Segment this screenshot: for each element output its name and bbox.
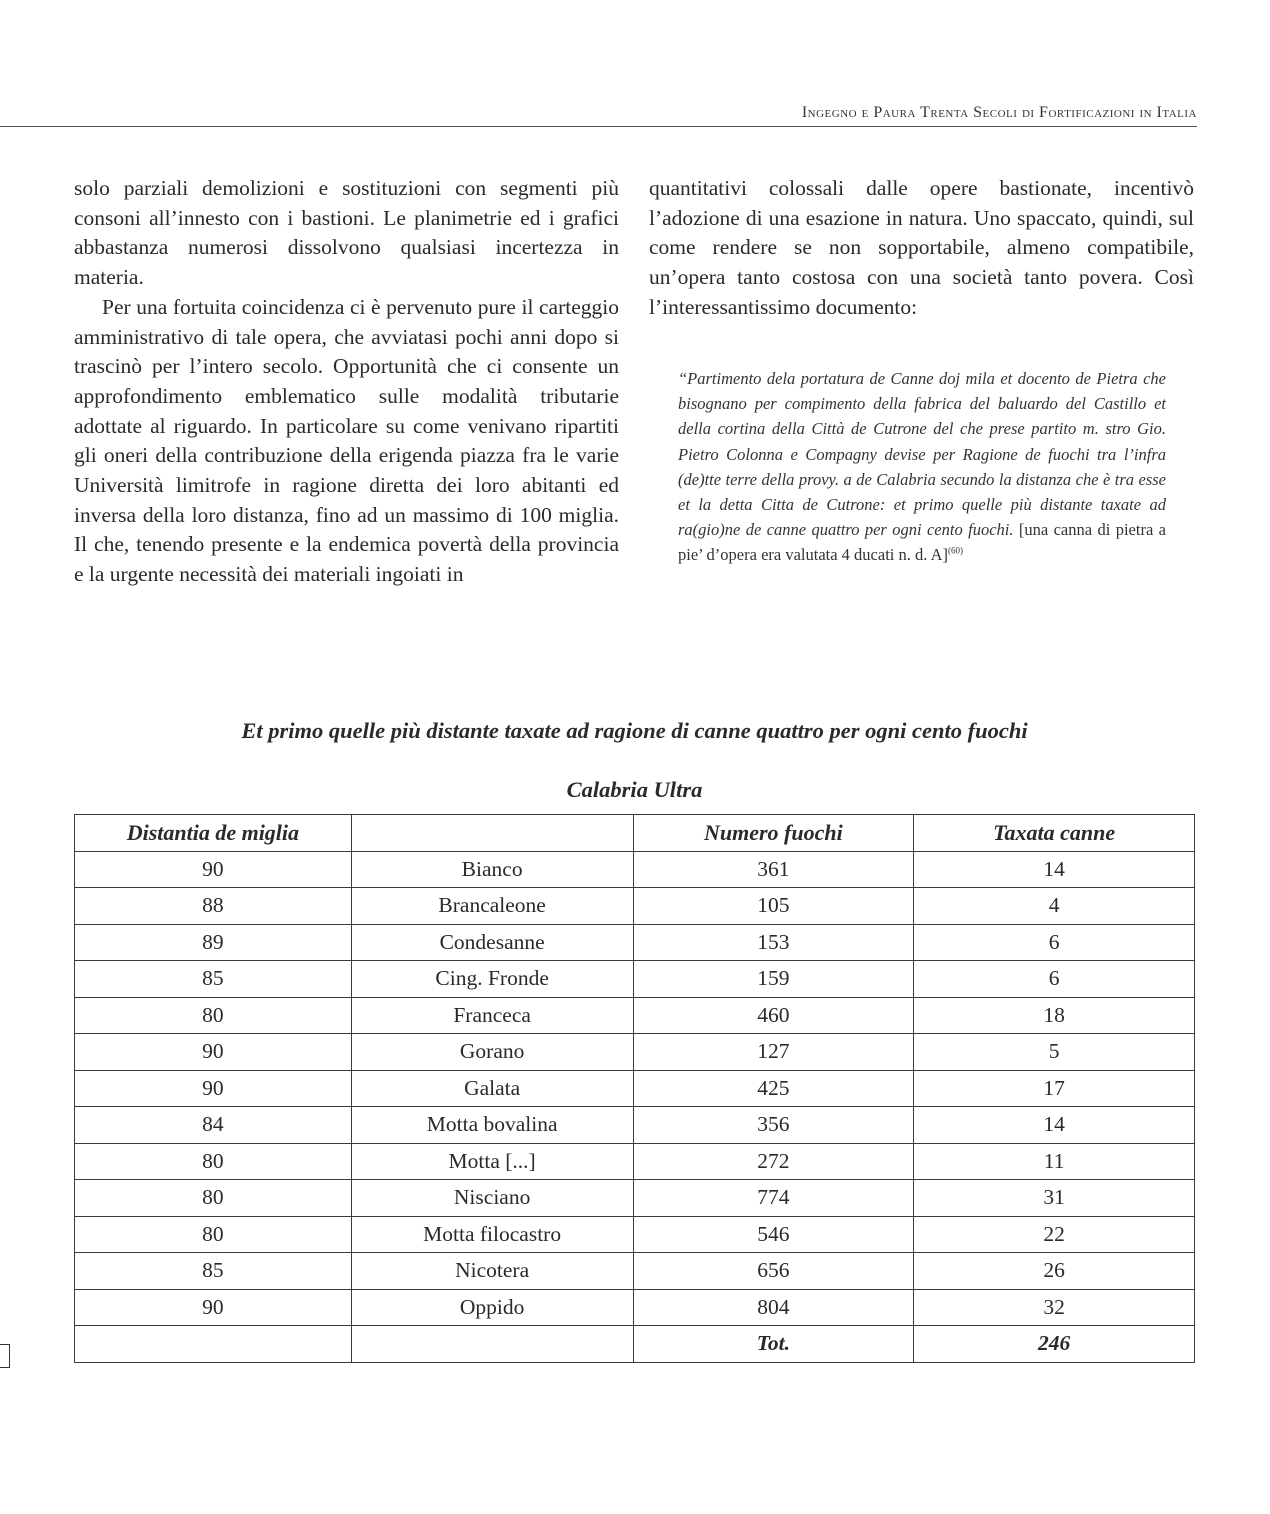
header-canne: Taxata canne [914, 815, 1195, 852]
right-column [649, 174, 1194, 323]
cell-fuochi: 272 [633, 1143, 914, 1180]
cell-fuochi: 774 [633, 1180, 914, 1217]
cell-canne: 26 [914, 1253, 1195, 1290]
margin-mark [0, 1344, 10, 1368]
table-row [75, 888, 1195, 925]
table-row [75, 961, 1195, 998]
cell-fuochi: 153 [633, 924, 914, 961]
cell-canne: 32 [914, 1289, 1195, 1326]
cell-fuochi: 159 [633, 961, 914, 998]
cell-distance: 89 [75, 924, 352, 961]
table-total-row [75, 1326, 1195, 1363]
cell-distance: 90 [75, 1289, 352, 1326]
cell-fuochi: 361 [633, 851, 914, 888]
table-header-row [75, 815, 1195, 852]
cell-place: Motta filocastro [351, 1216, 633, 1253]
cell-place: Gorano [351, 1034, 633, 1071]
table-row [75, 1070, 1195, 1107]
cell-fuochi: 460 [633, 997, 914, 1034]
quote-italic-text: “Partimento dela portatura de Canne doj mila et docento de Pietra che bisognano per compimento della fabrica del baluardo del Castillo et della cortina della Città de Cutrone del che prese partito m. stro Gio. Pietro Colonna e Compagny devise per Ragione de fuochi tra l’infra (de)tte terre della provy. a de Calabria secundo la distanza che è tra esse et la detta Citta de Cutrone: et primo quelle più distante taxate ad ra(gio)ne de canne quattro per ogni cento fuochi. [678, 369, 1166, 540]
left-paragraph-1: solo parziali demolizioni e sostituzioni con segmenti più consoni all’innesto con i bastioni. Le planimetrie ed i grafici abbastanza numerosi dissolvono qualsiasi incertezza in materia. [74, 176, 619, 290]
table-row [75, 1289, 1195, 1326]
cell-place: Nicotera [351, 1253, 633, 1290]
table-row [75, 1216, 1195, 1253]
cell-canne: 18 [914, 997, 1195, 1034]
quote-note-text: [una canna di pietra a pie’ d’opera era valutata 4 ducati n. d. A] [678, 520, 1166, 565]
table-title: Et primo quelle più distante taxate ad ragione di canne quattro per ogni cento fuochi [241, 718, 1028, 743]
cell-place: Oppido [351, 1289, 633, 1326]
cell-distance: 85 [75, 1253, 352, 1290]
cell-canne: 22 [914, 1216, 1195, 1253]
cell-empty [75, 1326, 352, 1363]
table-row [75, 1107, 1195, 1144]
cell-place: Nisciano [351, 1180, 633, 1217]
cell-distance: 90 [75, 851, 352, 888]
cell-canne: 6 [914, 924, 1195, 961]
header-fuochi: Numero fuochi [633, 815, 914, 852]
cell-distance: 84 [75, 1107, 352, 1144]
cell-distance: 90 [75, 1034, 352, 1071]
cell-fuochi: 425 [633, 1070, 914, 1107]
document-quote [678, 366, 1166, 568]
cell-fuochi: 105 [633, 888, 914, 925]
cell-fuochi: 356 [633, 1107, 914, 1144]
cell-fuochi: 546 [633, 1216, 914, 1253]
cell-canne: 14 [914, 1107, 1195, 1144]
cell-place: Motta bovalina [351, 1107, 633, 1144]
cell-canne: 11 [914, 1143, 1195, 1180]
cell-place: Bianco [351, 851, 633, 888]
running-title: Ingegno e Paura Trenta Secoli di Fortificazioni in Italia [801, 104, 1197, 121]
cell-place: Brancaleone [351, 888, 633, 925]
cell-canne: 14 [914, 851, 1195, 888]
cell-distance: 85 [75, 961, 352, 998]
cell-fuochi: 127 [633, 1034, 914, 1071]
left-column [74, 174, 619, 590]
cell-distance: 80 [75, 997, 352, 1034]
cell-empty [351, 1326, 633, 1363]
cell-distance: 80 [75, 1143, 352, 1180]
header-place [351, 815, 633, 852]
fuochi-table [74, 814, 1195, 1363]
table-row [75, 1034, 1195, 1071]
table-row [75, 997, 1195, 1034]
total-label: Tot. [633, 1326, 914, 1363]
cell-canne: 4 [914, 888, 1195, 925]
cell-distance: 90 [75, 1070, 352, 1107]
table-row [75, 924, 1195, 961]
cell-distance: 80 [75, 1216, 352, 1253]
table-region: Calabria Ultra [566, 777, 703, 802]
header-distance: Distantia de miglia [75, 815, 352, 852]
cell-canne: 6 [914, 961, 1195, 998]
cell-place: Franceca [351, 997, 633, 1034]
table-row [75, 1143, 1195, 1180]
running-header [0, 104, 1197, 127]
cell-place: Galata [351, 1070, 633, 1107]
cell-place: Cing. Fronde [351, 961, 633, 998]
cell-distance: 80 [75, 1180, 352, 1217]
cell-fuochi: 656 [633, 1253, 914, 1290]
cell-place: Condesanne [351, 924, 633, 961]
cell-canne: 5 [914, 1034, 1195, 1071]
cell-canne: 31 [914, 1180, 1195, 1217]
left-paragraph-2: Per una fortuita coincidenza ci è pervenuto pure il carteggio amministrativo di tale opera, che avviatasi pochi anni dopo si trascinò per l’intero secolo. Opportunità che ci consente un approfondimento emblematico sulle modalità tributarie adottate al riguardo. In particolare su come venivano ripartiti gli oneri della contribuzione della erigenda piazza fra le varie Università limitrofe in ragione diretta dei loro abitanti ed inversa della loro distanza, fino ad un massimo di 100 miglia. Il che, tenendo presente e la endemica povertà della provincia e la urgente necessità dei materiali ingoiati in [74, 294, 619, 587]
table-row [75, 851, 1195, 888]
cell-place: Motta [...] [351, 1143, 633, 1180]
cell-distance: 88 [75, 888, 352, 925]
footnote-ref: (60) [948, 545, 963, 556]
total-value: 246 [914, 1326, 1195, 1363]
cell-fuochi: 804 [633, 1289, 914, 1326]
table-row [75, 1253, 1195, 1290]
cell-canne: 17 [914, 1070, 1195, 1107]
table-row [75, 1180, 1195, 1217]
right-paragraph-1: quantitativi colossali dalle opere bastionate, incentivò l’adozione di una esazione in natura. Uno spaccato, quindi, sul come rendere se non sopportabile, almeno compatibile, un’opera tanto costosa con una società tanto povera. Così l’interessantissimo documento: [649, 176, 1194, 319]
